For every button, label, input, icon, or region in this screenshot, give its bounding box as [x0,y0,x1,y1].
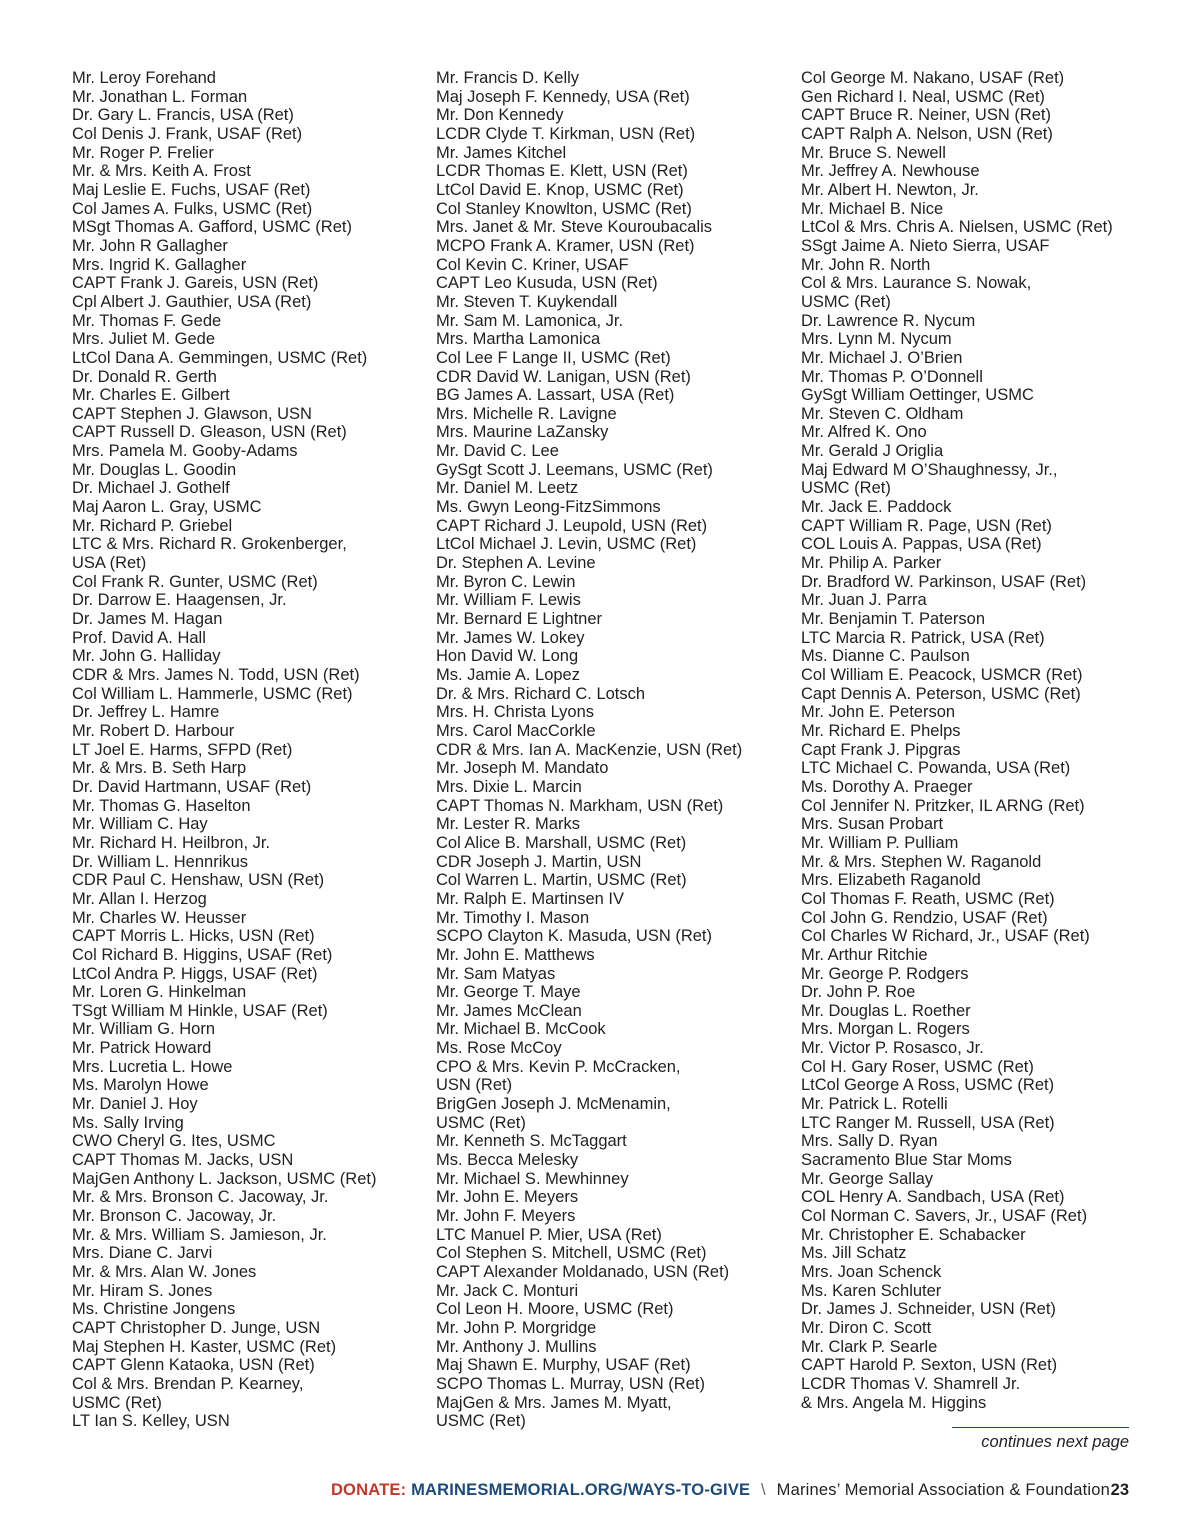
donor-name: LT Joel E. Harms, SFPD (Ret) [72,740,293,759]
donor-name: Mr. Diron C. Scott [801,1318,932,1337]
donor-name: Mr. Sam M. Lamonica, Jr. [436,311,624,330]
donate-link[interactable]: MARINESMEMORIAL.ORG/WAYS-TO-GIVE [411,1481,751,1499]
donor-name: Mr. James W. Lokey [436,628,585,647]
donor-name: LT Ian S. Kelley, USN [72,1412,230,1431]
donor-name: Col William L. Hammerle, USMC (Ret) [72,684,353,703]
donor-name: Mr. James Kitchel [436,143,567,162]
donor-name: Col Lee F Lange II, USMC (Ret) [436,348,671,367]
footer-separator: \ [761,1481,766,1499]
donor-name: Col Stephen S. Mitchell, USMC (Ret) [436,1244,707,1263]
donor-name: Col & Mrs. Laurance S. Nowak, [801,274,1032,293]
donor-name: Mr. Lester R. Marks [436,815,580,834]
donor-name: Mr. John E. Peterson [801,703,956,722]
donor-name: TSgt William M Hinkle, USAF (Ret) [72,1001,328,1020]
donor-name: Mrs. Sally D. Ryan [801,1132,938,1151]
donor-name: LTC Ranger M. Russell, USA (Ret) [801,1113,1055,1132]
donor-name: CAPT Stephen J. Glawson, USN [72,404,312,423]
donor-name: Mr. Benjamin T. Paterson [801,610,986,629]
donor-name: Mr. William G. Horn [72,1020,216,1039]
donor-name: BrigGen Joseph J. McMenamin, [436,1095,671,1114]
donor-name: Mr. John R Gallagher [72,236,228,255]
donor-name: Capt Dennis A. Peterson, USMC (Ret) [801,684,1081,703]
donor-name: CAPT Ralph A. Nelson, USN (Ret) [801,124,1053,143]
donor-name: Mr. Thomas G. Haselton [72,796,251,815]
donor-name: Maj Edward M O’Shaughnessy, Jr., [801,460,1058,479]
donor-name: LCDR Thomas V. Shamrell Jr. [801,1374,1021,1393]
donor-name: Maj Stephen H. Kaster, USMC (Ret) [72,1337,337,1356]
page-number: 23 [1110,1481,1129,1499]
donor-name: CDR Paul C. Henshaw, USN (Ret) [72,871,325,890]
donor-name: Mrs. Morgan L. Rogers [801,1020,970,1039]
donor-name: Mr. James McClean [436,1001,582,1020]
donor-name: Mr. David C. Lee [436,442,559,461]
donor-name: Mr. Francis D. Kelly [436,69,580,87]
donor-name: Col George M. Nakano, USAF (Ret) [801,69,1065,87]
donor-name: Dr. David Hartmann, USAF (Ret) [72,777,312,796]
donor-name: Col William E. Peacock, USMCR (Ret) [801,666,1083,684]
donor-name: CAPT Morris L. Hicks, USN (Ret) [72,927,315,946]
donor-name: Mr. Timothy I. Mason [436,908,590,927]
footer [331,1481,1110,1500]
donor-name: Col Stanley Knowlton, USMC (Ret) [436,199,692,218]
donor-name: Mr. George P. Rodgers [801,964,969,983]
donor-name: Mr. Charles E. Gilbert [72,386,230,405]
donor-name: Mr. William P. Pulliam [801,833,959,852]
donor-name: GySgt William Oettinger, USMC [801,386,1034,405]
donor-name: USMC (Ret) [436,1113,526,1132]
donor-name: Mr. John R. North [801,255,931,274]
donor-name: Dr. William L. Hennrikus [72,852,249,871]
donor-name: CDR & Mrs. Ian A. MacKenzie, USN (Ret) [436,740,743,759]
donor-name: Mr. Sam Matyas [436,964,556,983]
donor-name: Dr. James J. Schneider, USN (Ret) [801,1300,1056,1319]
donor-name: Mr. Bernard E Lightner [436,610,602,629]
donor-name: CAPT Leo Kusuda, USN (Ret) [436,274,658,293]
donor-name: Mr. Richard P. Griebel [72,516,233,535]
donor-name: Mr. Juan J. Parra [801,591,927,610]
donor-name: Ms. Gwyn Leong-FitzSimmons [436,498,661,517]
donor-name: Mr. George Sallay [801,1169,934,1188]
donor-name: Mrs. Lucretia L. Howe [72,1057,233,1076]
donor-name: Dr. John P. Roe [801,983,916,1002]
donor-name: CAPT Bruce R. Neiner, USN (Ret) [801,106,1052,125]
donor-name: Ms. Rose McCoy [436,1039,562,1058]
donor-name: Mr. Richard E. Phelps [801,721,961,740]
donor-name: Mr. Byron C. Lewin [436,572,576,591]
donor-name: LCDR Thomas E. Klett, USN (Ret) [436,162,688,181]
donor-name: Mr. Albert H. Newton, Jr. [801,180,979,199]
donor-name: Mr. Bruce S. Newell [801,143,946,162]
donor-name: Col Warren L. Martin, USMC (Ret) [436,871,687,890]
donor-name: Mr. Patrick L. Rotelli [801,1095,948,1114]
donor-name: Mrs. Elizabeth Raganold [801,871,981,890]
donor-name: Col Alice B. Marshall, USMC (Ret) [436,833,687,852]
donor-name: Mr. & Mrs. William S. Jamieson, Jr. [72,1225,327,1244]
donor-name: Col & Mrs. Brendan P. Kearney, [72,1374,304,1393]
donor-name: MCPO Frank A. Kramer, USN (Ret) [436,236,695,255]
donor-name: Mr. Joseph M. Mandato [436,759,609,778]
donor-name: Sacramento Blue Star Moms [801,1151,1012,1170]
donor-name: Mr. Michael B. McCook [436,1020,606,1039]
donor-column-2 [436,69,796,1431]
donor-name: Mr. Jack C. Monturi [436,1281,579,1300]
donor-name: Mr. Patrick Howard [72,1039,212,1058]
donor-name: GySgt Scott J. Leemans, USMC (Ret) [436,460,713,479]
donor-name: MajGen & Mrs. James M. Myatt, [436,1393,672,1412]
donor-name: CPO & Mrs. Kevin P. McCracken, [436,1057,681,1076]
donor-name: CAPT Thomas M. Jacks, USN [72,1151,294,1170]
donor-name: Mrs. Michelle R. Lavigne [436,404,617,423]
donor-name: Gen Richard I. Neal, USMC (Ret) [801,87,1045,106]
donor-name: Mr. Hiram S. Jones [72,1281,213,1300]
donor-name: Mr. William C. Hay [72,815,208,834]
donor-name: LTC & Mrs. Richard R. Grokenberger, [72,535,347,554]
donor-name: Hon David W. Long [436,647,579,666]
donor-name: Mr. Michael J. O’Brien [801,348,963,367]
continues-next-page: continues next page [981,1433,1129,1451]
donor-name: Ms. Christine Jongens [72,1300,236,1319]
donor-name: Mrs. Ingrid K. Gallagher [72,255,247,274]
donor-name: Dr. Donald R. Gerth [72,367,217,386]
donor-name: Dr. James M. Hagan [72,610,223,629]
donor-name: Ms. Marolyn Howe [72,1076,209,1095]
donor-name: CAPT Frank J. Gareis, USN (Ret) [72,274,319,293]
donor-name: SCPO Thomas L. Murray, USN (Ret) [436,1374,705,1393]
donor-name: Dr. Darrow E. Haagensen, Jr. [72,591,287,610]
donor-name: LTC Manuel P. Mier, USA (Ret) [436,1225,662,1244]
donor-name: Maj Joseph F. Kennedy, USA (Ret) [436,87,690,106]
donor-name: Maj Leslie E. Fuchs, USAF (Ret) [72,180,311,199]
donor-name: Ms. Karen Schluter [801,1281,942,1300]
donor-name: LtCol & Mrs. Chris A. Nielsen, USMC (Ret) [801,218,1113,237]
donor-name: Mr. Jack E. Paddock [801,498,952,517]
donor-name: CAPT Russell D. Gleason, USN (Ret) [72,423,347,442]
donor-name: Ms. Becca Melesky [436,1151,579,1170]
donor-name: & Mrs. Angela M. Higgins [801,1393,987,1412]
donor-name: Ms. Jamie A. Lopez [436,666,580,684]
donor-name: Mr. John E. Matthews [436,945,595,964]
donor-name: Mr. Leroy Forehand [72,69,216,87]
donor-name: CDR Joseph J. Martin, USN [436,852,642,871]
donor-name: CDR & Mrs. James N. Todd, USN (Ret) [72,666,360,684]
continues-rule [952,1427,1129,1428]
donor-name: Mr. John G. Halliday [72,647,221,666]
donor-name: Mr. & Mrs. B. Seth Harp [72,759,247,778]
donor-name: Mr. & Mrs. Alan W. Jones [72,1263,257,1281]
donor-name: LtCol George A Ross, USMC (Ret) [801,1076,1055,1095]
donor-name: Mr. Clark P. Searle [801,1337,938,1356]
donor-name: BG James A. Lassart, USA (Ret) [436,386,675,405]
donor-name: Dr. Lawrence R. Nycum [801,311,976,330]
donor-name: Mr. Steven T. Kuykendall [436,292,618,311]
donor-name: Mrs. Janet & Mr. Steve Kouroubacalis [436,218,713,237]
donor-name: Mrs. H. Christa Lyons [436,703,595,722]
donor-name: Col John G. Rendzio, USAF (Ret) [801,908,1048,927]
donor-name: Ms. Dorothy A. Praeger [801,777,973,796]
donor-name: MajGen Anthony L. Jackson, USMC (Ret) [72,1169,377,1188]
donor-name: Mr. & Mrs. Keith A. Frost [72,162,251,181]
donor-name: Col Kevin C. Kriner, USAF [436,255,629,274]
donor-name: Mr. Victor P. Rosasco, Jr. [801,1039,984,1058]
donor-name: Maj Aaron L. Gray, USMC [72,498,262,517]
donor-name: USMC (Ret) [801,479,891,498]
donor-name: Mr. John E. Meyers [436,1188,579,1207]
donor-name: Mrs. Carol MacCorkle [436,721,596,740]
donor-name: Mr. Bronson C. Jacoway, Jr. [72,1207,277,1226]
donor-name: Mr. George T. Maye [436,983,581,1002]
donor-name: Dr. & Mrs. Richard C. Lotsch [436,684,646,703]
donor-name: CDR David W. Lanigan, USN (Ret) [436,367,691,386]
donor-name: USA (Ret) [72,554,147,573]
donor-name: Mr. John F. Meyers [436,1207,576,1226]
donor-name: Mr. Gerald J Origlia [801,442,944,461]
donor-name: Maj Shawn E. Murphy, USAF (Ret) [436,1356,691,1375]
donor-name: CAPT William R. Page, USN (Ret) [801,516,1052,535]
donor-name: Ms. Dianne C. Paulson [801,647,970,666]
donor-name: Dr. Stephen A. Levine [436,554,596,573]
donor-name: Mrs. Dixie L. Marcin [436,777,582,796]
donor-name: Dr. Jeffrey L. Hamre [72,703,220,722]
donor-name: CAPT Christopher D. Junge, USN [72,1318,321,1337]
donor-name: Mrs. Lynn M. Nycum [801,330,952,349]
donor-name: LTC Marcia R. Patrick, USA (Ret) [801,628,1045,647]
donor-name: Mr. Robert D. Harbour [72,721,235,740]
donor-name: Mr. Christopher E. Schabacker [801,1225,1026,1244]
donor-name: Mrs. Joan Schenck [801,1263,942,1281]
donor-name: Mrs. Diane C. Jarvi [72,1244,213,1263]
donor-name: CAPT Glenn Kataoka, USN (Ret) [72,1356,315,1375]
donor-name: Col Norman C. Savers, Jr., USAF (Ret) [801,1207,1088,1226]
donor-name: Mrs. Juliet M. Gede [72,330,216,349]
donor-name: CAPT Thomas N. Markham, USN (Ret) [436,796,724,815]
donor-name: Mrs. Maurine LaZansky [436,423,609,442]
donor-name: Mr. Allan I. Herzog [72,889,207,908]
donor-name: Prof. David A. Hall [72,628,206,647]
donor-name: Mr. Daniel M. Leetz [436,479,579,498]
donor-name: Mr. Charles W. Heusser [72,908,247,927]
donor-name: CAPT Richard J. Leupold, USN (Ret) [436,516,708,535]
donor-name: Col James A. Fulks, USMC (Ret) [72,199,313,218]
donor-name: Mr. Loren G. Hinkelman [72,983,247,1002]
donor-name: Col Jennifer N. Pritzker, IL ARNG (Ret) [801,796,1085,815]
donor-name: Dr. Gary L. Francis, USA (Ret) [72,106,294,125]
donor-name: Ms. Sally Irving [72,1113,184,1132]
donor-name: Mr. Ralph E. Martinsen IV [436,889,624,908]
donor-name: Mr. Thomas P. O’Donnell [801,367,983,386]
donor-column-3 [801,69,1161,1412]
donor-name: Col Charles W Richard, Jr., USAF (Ret) [801,927,1090,946]
donor-name: Col H. Gary Roser, USMC (Ret) [801,1057,1034,1076]
donor-name: LtCol Michael J. Levin, USMC (Ret) [436,535,697,554]
donor-name: CWO Cheryl G. Ites, USMC [72,1132,276,1151]
donor-name: Mrs. Martha Lamonica [436,330,601,349]
donor-name: LtCol Andra P. Higgs, USAF (Ret) [72,964,318,983]
donor-name: Mr. Don Kennedy [436,106,564,125]
donor-name: SCPO Clayton K. Masuda, USN (Ret) [436,927,713,946]
donor-name: USMC (Ret) [436,1412,526,1431]
donor-name: USMC (Ret) [801,292,891,311]
donor-name: Mr. Douglas L. Goodin [72,460,237,479]
donor-name: Mr. & Mrs. Bronson C. Jacoway, Jr. [72,1188,329,1207]
donor-name: Col Leon H. Moore, USMC (Ret) [436,1300,674,1319]
donor-name: Mr. Richard H. Heilbron, Jr. [72,833,271,852]
donor-name: Mr. Steven C. Oldham [801,404,964,423]
donor-name: LtCol David E. Knop, USMC (Ret) [436,180,684,199]
donor-name: Mr. Alfred K. Ono [801,423,927,442]
donor-name: Capt Frank J. Pipgras [801,740,961,759]
donor-name: CAPT Alexander Moldanado, USN (Ret) [436,1263,730,1281]
donor-name: Col Richard B. Higgins, USAF (Ret) [72,945,333,964]
donor-name: LtCol Dana A. Gemmingen, USMC (Ret) [72,348,368,367]
donor-name: Mr. Douglas L. Roether [801,1001,971,1020]
donor-name: Mr. Jonathan L. Forman [72,87,248,106]
donor-name: USMC (Ret) [72,1393,162,1412]
donor-name: Mr. Daniel J. Hoy [72,1095,198,1114]
donor-name: Mr. Michael B. Nice [801,199,944,218]
donor-name: Mr. Kenneth S. McTaggart [436,1132,627,1151]
donor-name: USN (Ret) [436,1076,513,1095]
donor-name: Mrs. Pamela M. Gooby-Adams [72,442,298,461]
donor-name: Dr. Bradford W. Parkinson, USAF (Ret) [801,572,1087,591]
donor-name: Mr. William F. Lewis [436,591,581,610]
donor-name: Mr. John P. Morgridge [436,1318,597,1337]
donor-name: CAPT Harold P. Sexton, USN (Ret) [801,1356,1058,1375]
donor-name: Mr. Michael S. Mewhinney [436,1169,629,1188]
donor-name: MSgt Thomas A. Gafford, USMC (Ret) [72,218,352,237]
donate-label: DONATE: [330,1481,407,1499]
donor-name: Col Frank R. Gunter, USMC (Ret) [72,572,318,591]
donor-name: Mr. Thomas F. Gede [72,311,222,330]
donor-name: Mr. Roger P. Frelier [72,143,214,162]
donor-name: Ms. Jill Schatz [801,1244,907,1263]
donor-name: Cpl Albert J. Gauthier, USA (Ret) [72,292,312,311]
donor-name: Mr. Philip A. Parker [801,554,942,573]
donor-name: SSgt Jaime A. Nieto Sierra, USAF [801,236,1050,255]
donor-name: LTC Michael C. Powanda, USA (Ret) [801,759,1071,778]
donor-name: Dr. Michael J. Gothelf [72,479,230,498]
donor-name: Col Thomas F. Reath, USMC (Ret) [801,889,1055,908]
donor-name: Mrs. Susan Probart [801,815,944,834]
donor-name: LCDR Clyde T. Kirkman, USN (Ret) [436,124,696,143]
donor-name: COL Henry A. Sandbach, USA (Ret) [801,1188,1065,1207]
donor-name: Mr. Jeffrey A. Newhouse [801,162,980,181]
organization-name: Marines’ Memorial Association & Foundation [776,1481,1110,1499]
donor-name: Mr. Anthony J. Mullins [436,1337,597,1356]
donor-column-1 [72,69,432,1431]
donor-name: Mr. & Mrs. Stephen W. Raganold [801,852,1042,871]
donor-name: Col Denis J. Frank, USAF (Ret) [72,124,303,143]
donor-name: COL Louis A. Pappas, USA (Ret) [801,535,1042,554]
donor-name: Mr. Arthur Ritchie [801,945,928,964]
